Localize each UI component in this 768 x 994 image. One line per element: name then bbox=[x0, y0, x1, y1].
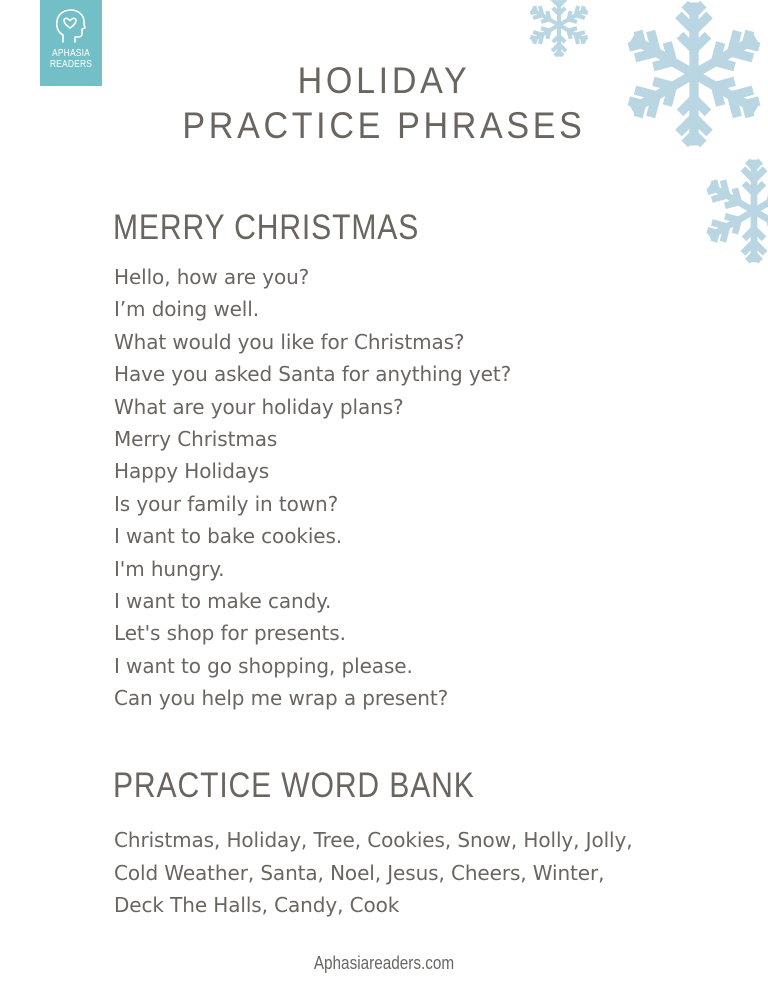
phrase-item: I want to go shopping, please. bbox=[114, 653, 413, 678]
phrase-item: Is your family in town? bbox=[114, 491, 339, 516]
phrase-item: I’m doing well. bbox=[114, 297, 259, 322]
phrase-item: Merry Christmas bbox=[114, 427, 278, 452]
word-bank-line: Cold Weather, Santa, Noel, Jesus, Cheers, Winter, bbox=[114, 860, 605, 885]
phrase-item: Happy Holidays bbox=[114, 459, 270, 484]
word-bank-line: Christmas, Holiday, Tree, Cookies, Snow, Holly, Jolly, bbox=[114, 828, 633, 852]
logo-line-2: READERS bbox=[49, 59, 93, 70]
phrase-item: I want to make candy. bbox=[114, 589, 332, 614]
phrase-item: Have you asked Santa for anything yet? bbox=[114, 362, 512, 387]
word-bank-text bbox=[114, 824, 674, 922]
section-heading-word-bank: PRACTICE WORD BANK bbox=[113, 766, 475, 805]
phrase-item: What would you like for Christmas? bbox=[114, 329, 465, 354]
phrase-item: I'm hungry. bbox=[114, 556, 225, 581]
section-heading-merry-christmas: MERRY CHRISTMAS bbox=[113, 208, 420, 247]
page-title-line-1: HOLIDAY bbox=[297, 60, 471, 101]
phrase-item: Let's shop for presents. bbox=[114, 621, 346, 646]
phrase-item: What are your holiday plans? bbox=[114, 394, 404, 419]
snowflake-icon bbox=[701, 158, 768, 264]
word-bank-line: Deck The Halls, Candy, Cook bbox=[114, 893, 400, 917]
snowflake-icon bbox=[513, 0, 605, 60]
phrase-item: Can you help me wrap a present? bbox=[114, 686, 449, 711]
page-title bbox=[31, 58, 738, 148]
head-heart-icon bbox=[54, 8, 88, 44]
footer-website: Aphasiareaders.com bbox=[313, 953, 455, 973]
page-title-line-2: PRACTICE PHRASES bbox=[182, 105, 586, 146]
phrase-item: Hello, how are you? bbox=[114, 265, 310, 289]
phrase-list bbox=[114, 261, 511, 715]
logo-line-1: APHASIA bbox=[51, 48, 91, 59]
phrase-item: I want to bake cookies. bbox=[114, 524, 343, 549]
